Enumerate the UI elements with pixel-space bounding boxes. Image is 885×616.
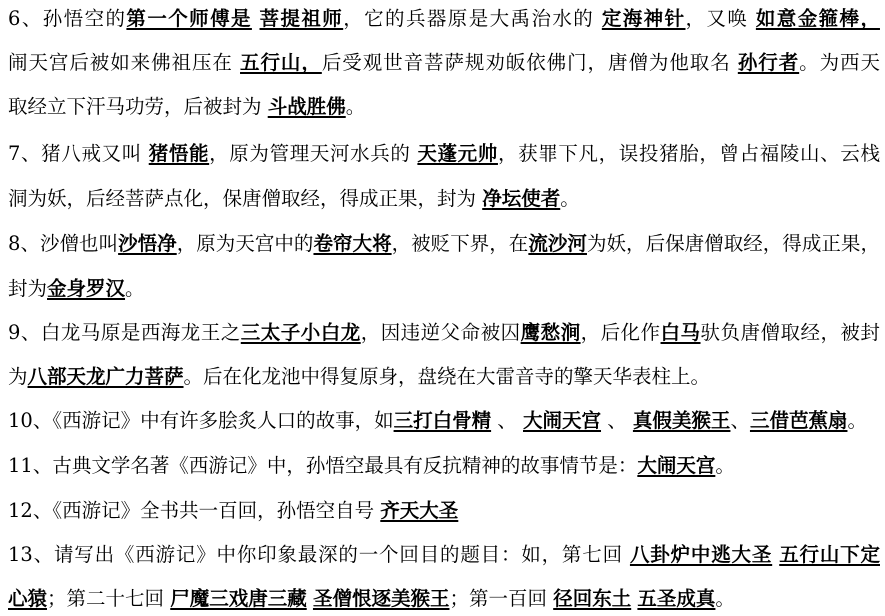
answer-underlined: 三借芭蕉扇 (749, 409, 848, 432)
answer-underlined: 斗战胜佛 (267, 95, 346, 118)
text: ，它的兵器原是大禹治水的 (343, 7, 595, 30)
text: ；第一百回 (449, 587, 547, 610)
item-13-line-2 (8, 584, 880, 614)
item-8-line-2 (8, 274, 880, 304)
text: 9、白龙马原是西海龙王之 (8, 321, 241, 344)
item-7-line-1 (8, 139, 880, 169)
text (252, 7, 260, 30)
item-9-line-1 (8, 318, 880, 348)
text: 13、请写出《西游记》中你印象最深的一个回目的题目：如，第七回 (8, 543, 623, 566)
answer-underlined: 孙行者 (737, 51, 800, 74)
answer-underlined: 白马 (660, 321, 701, 344)
text: 封为 (8, 277, 48, 300)
text: ，后化作 (580, 321, 661, 344)
text: 。 (715, 454, 735, 477)
item-6-line-2 (8, 48, 880, 78)
text: 为妖，后保唐僧取经，得成正果， (586, 232, 880, 255)
item-10-line (8, 406, 880, 436)
answer-underlined: 鹰愁涧 (520, 321, 581, 344)
answer-underlined: 净坛使者 (482, 187, 561, 210)
text: 6、孙悟空的 (8, 7, 127, 30)
text: ，因违逆父命被囚 (360, 321, 521, 344)
answer-underlined: 菩提祖师 (259, 7, 344, 30)
item-13-line-1 (8, 540, 880, 570)
item-9-line-2 (8, 362, 880, 392)
answer-underlined: 三打白骨精 (393, 409, 492, 432)
item-12-line (8, 496, 880, 526)
answer-underlined: 圣僧恨逐美猴王 (312, 587, 450, 610)
text: 。 (847, 409, 867, 432)
answer-underlined: 大闹天宫 (523, 409, 602, 432)
answer-underlined: 卷帘大将 (313, 232, 392, 255)
answer-underlined: 第一个师傅是 (126, 7, 252, 30)
text: ，原为管理天河水兵的 (209, 142, 411, 165)
text: 后受观世音菩萨规劝皈依佛门，唐僧为他取名 (321, 51, 731, 74)
text: 、 (730, 409, 750, 432)
text: 8、沙僧也叫 (8, 232, 119, 255)
text: ，原为天宫中的 (176, 232, 314, 255)
text: 12、《西游记》全书共一百回，孙悟空自号 (8, 499, 375, 522)
answer-underlined: 心猿 (8, 587, 48, 610)
answer-underlined: 径回东土 (553, 587, 632, 610)
answer-underlined: 沙悟净 (118, 232, 177, 255)
text: 驮负唐僧取经，被封 (700, 321, 880, 344)
text: 7、猪八戒又叫 (8, 142, 142, 165)
answer-underlined: 猪悟能 (148, 142, 210, 165)
answer-underlined: 金身罗汉 (47, 277, 126, 300)
item-7-line-2 (8, 184, 880, 214)
text: 10、《西游记》中有许多脍炙人口的故事，如 (8, 409, 394, 432)
text: 11、古典文学名著《西游记》中，孙悟空最具有反抗精神的故事情节是： (8, 454, 638, 477)
answer-underlined: 真假美猴王 (632, 409, 731, 432)
item-6-line-1 (8, 4, 880, 34)
answer-underlined: 如意金箍棒， (755, 7, 880, 30)
text: ，获罪下凡，误投猪胎，曾占福陵山、云栈 (497, 142, 880, 165)
item-8-line-1 (8, 229, 880, 259)
text: 。为西天 (799, 51, 880, 74)
text: ，被贬下界，在 (391, 232, 529, 255)
text: 。后在化龙池中得复原身，盘绕在大雷音寺的擎天华表柱上。 (183, 365, 711, 388)
text: 、 (601, 409, 627, 432)
answer-underlined: 天蓬元帅 (417, 142, 498, 165)
text: 取经立下汗马功劳，后被封为 (8, 95, 262, 118)
answer-underlined: 齐天大圣 (380, 499, 459, 522)
item-11-line (8, 451, 880, 481)
text: 。 (560, 187, 580, 210)
answer-underlined: 八卦炉中逃大圣 (629, 543, 773, 566)
answer-underlined: 五行山， (240, 51, 322, 74)
text: 洞为妖，后经菩萨点化，保唐僧取经，得成正果，封为 (8, 187, 477, 210)
text: 为 (8, 365, 28, 388)
text: 。 (345, 95, 366, 118)
item-6-line-3 (8, 92, 880, 122)
text: ；第二十七回 (47, 587, 165, 610)
answer-underlined: 定海神针 (601, 7, 686, 30)
text: 闹天宫后被如来佛祖压在 (8, 51, 233, 74)
text: 。 (715, 587, 735, 610)
text: 。 (125, 277, 145, 300)
answer-underlined: 五行山下定 (779, 543, 880, 566)
text: ，又唤 (685, 7, 749, 30)
answer-underlined: 大闹天宫 (637, 454, 716, 477)
text: 、 (491, 409, 517, 432)
answer-underlined: 五圣成真 (637, 587, 716, 610)
answer-underlined: 尸魔三戏唐三藏 (170, 587, 307, 610)
answer-underlined: 三太子小白龙 (240, 321, 361, 344)
answer-underlined: 八部天龙广力菩萨 (27, 365, 184, 388)
answer-underlined: 流沙河 (528, 232, 587, 255)
